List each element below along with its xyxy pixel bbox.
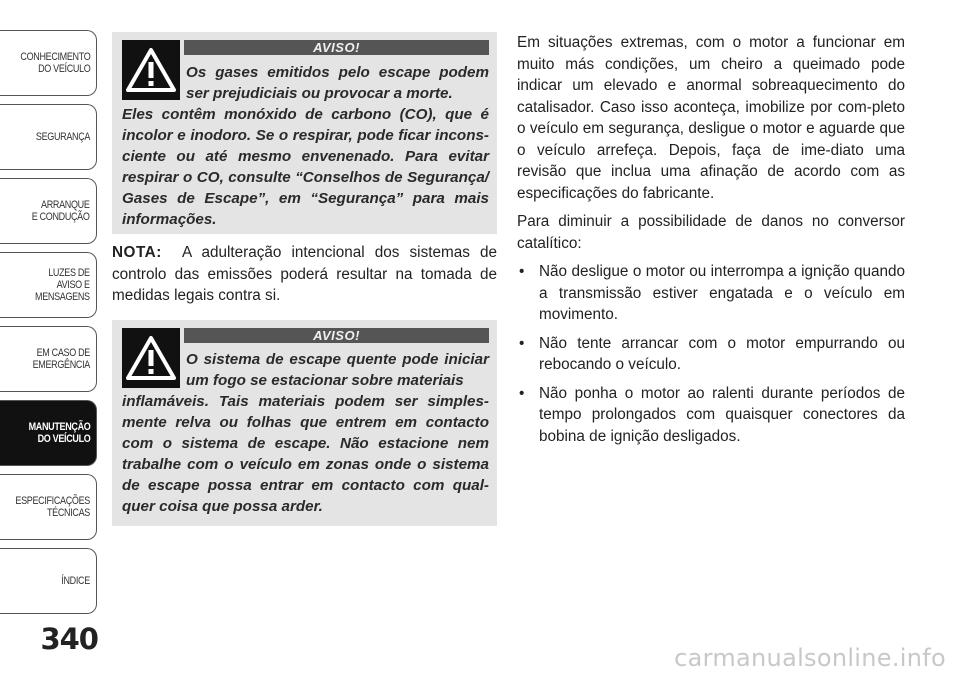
note-paragraph: [112, 242, 497, 307]
warning-triangle-icon: [122, 328, 180, 388]
right-column: [517, 32, 905, 454]
warning-rest: inflamáveis. Tais materiais podem ser simples-mente relva ou folhas que entrem em contacto com o sistema de escape. Não estacione nem trabalhe com o veículo em zonas onde o sistema de escape possa entrar em contacto com qual-quer coisa que possa arder.: [122, 393, 489, 515]
note-label: NOTA:: [112, 244, 162, 261]
tab-indice[interactable]: ÍNDICE: [0, 548, 97, 614]
warning-rest: Eles contêm monóxido de carbono (CO), que é incolor e inodoro. Se o respirar, pode ficar incons-ciente ou até mesmo envenenado. Para evitar respirar o CO, consulte “Conselhos de Segurança/ Gases de Escape”, em “Segurança” para mais informações.: [122, 106, 489, 228]
list-item: • Não desligue o motor ou interrompa a ignição quando a transmissão estiver engatada e o veículo em movimento.: [517, 261, 905, 326]
tab-manutencao[interactable]: MANUTENÇÃO DO VEÍCULO: [0, 400, 97, 466]
warning-title: AVISO!: [184, 40, 489, 55]
paragraph-catalyst-overheat: Em situações extremas, com o motor a funcionar em muito más condições, um cheiro a queimado pode indicar um elevado e anormal sobreaquecimento do catalisador. Caso isso aconteça, imobilize por com-pleto o veículo em segurança, desligue o motor e aguarde que o veículo arrefeça. Depois, faça de ime-diato uma revisão que inclua uma afinação de acordo com as especificações do fabricante.: [517, 34, 905, 202]
warning-box-exhaust-gases: [112, 32, 497, 234]
catalyst-tips-list: [517, 261, 905, 447]
chapter-tabs: [0, 0, 100, 678]
tab-conhecimento[interactable]: CONHECIMENTO DO VEÍCULO: [0, 30, 97, 96]
tab-especificacoes[interactable]: ESPECIFICAÇÕES TÉCNICAS: [0, 474, 97, 540]
page-number: 340: [40, 622, 98, 656]
tab-arranque[interactable]: ARRANQUE E CONDUÇÃO: [0, 178, 97, 244]
note-text: A adulteração intencional dos sistemas de controlo das emissões poderá resultar na tomada de medidas legais contra si.: [112, 244, 498, 304]
tab-seguranca[interactable]: SEGURANÇA: [0, 104, 97, 170]
list-item: • Não ponha o motor ao ralenti durante períodos de tempo prolongados com quaisquer conectores da bobina de ignição desligados.: [517, 383, 905, 448]
warning-box-hot-exhaust: [112, 320, 497, 526]
warning-lead: O sistema de escape quente pode iniciar um fogo se estacionar sobre materiais: [186, 351, 489, 389]
paragraph-catalyst-damage: Para diminuir a possibilidade de danos no conversor catalítico:: [517, 213, 905, 252]
tab-luzes[interactable]: LUZES DE AVISO E MENSAGENS: [0, 252, 97, 318]
warning-lead: Os gases emitidos pelo escape podem ser prejudiciais ou provocar a morte.: [186, 64, 489, 102]
warning-title: AVISO!: [184, 328, 489, 343]
tab-emergencia[interactable]: EM CASO DE EMERGÊNCIA: [0, 326, 97, 392]
warning-triangle-icon: [122, 40, 180, 100]
watermark: carmanualsonline.info: [674, 644, 946, 672]
list-item: • Não tente arrancar com o motor empurrando ou rebocando o veículo.: [517, 333, 905, 376]
